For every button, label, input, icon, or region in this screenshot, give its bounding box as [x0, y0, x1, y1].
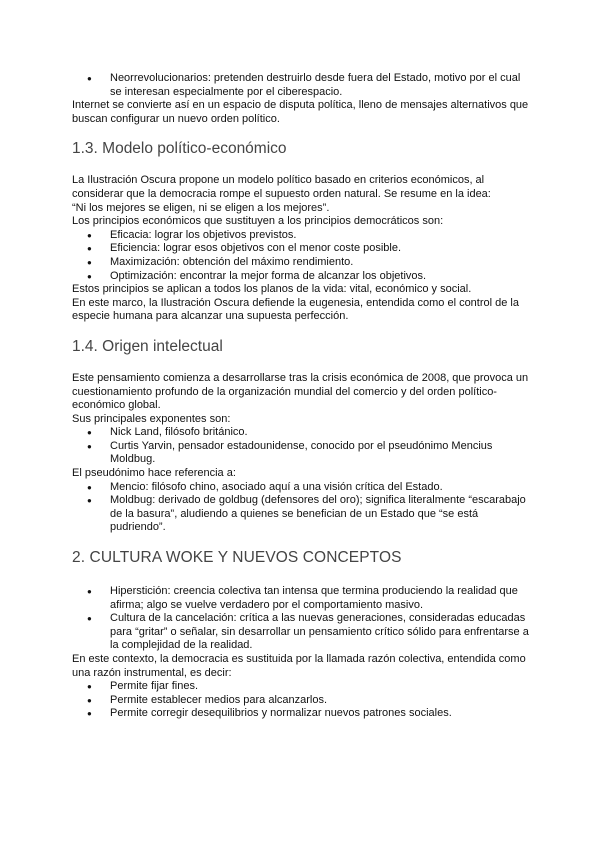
list-item: ● Permite establecer medios para alcanzarlos.	[72, 694, 532, 708]
reason-list	[72, 680, 532, 721]
paragraph: Estos principios se aplican a todos los planos de la vida: vital, económico y social.	[72, 283, 472, 296]
paragraph: La Ilustración Oscura propone un modelo político basado en criterios económicos, al considerar que la democracia rompe el supuesto orden natural. Se resume en la idea:	[72, 174, 491, 200]
list-item: ● Permite fijar fines.	[72, 680, 532, 694]
principles-list	[72, 229, 532, 283]
concepts-list	[72, 585, 532, 653]
list-item: ● Moldbug: derivado de goldbug (defensores del oro); significa literalmente “escarabajo de la basura”, aludiendo a quienes se benefician de un Estado que “se está pudriendo”.	[72, 494, 532, 535]
quote: “Ni los mejores se eligen, ni se eligen a los mejores”.	[72, 201, 330, 214]
paragraph: El pseudónimo hace referencia a:	[72, 467, 236, 480]
list-item: ● Nick Land, filósofo británico.	[72, 426, 532, 440]
pseudonym-list	[72, 481, 532, 535]
list-item: ● Neorrevolucionarios: pretenden destruirlo desde fuera del Estado, motivo por el cual se interesan especialmente por el ciberespacio.	[72, 72, 532, 99]
list-item: ● Curtis Yarvin, pensador estadounidense, conocido por el pseudónimo Mencius Moldbug.	[72, 440, 532, 467]
list-item: ● Eficiencia: lograr esos objetivos con el menor coste posible.	[72, 242, 532, 256]
list-item: ● Cultura de la cancelación: crítica a las nuevas generaciones, consideradas educadas para “gritar” o señalar, sin desarrollar un pensamiento crítico sólido para enfrentarse a la complejidad de la realidad.	[72, 612, 532, 653]
document-content	[72, 72, 532, 721]
list-item: ● Mencio: filósofo chino, asociado aquí a una visión crítica del Estado.	[72, 481, 532, 495]
list-item: ● Optimización: encontrar la mejor forma de alcanzar los objetivos.	[72, 270, 532, 284]
intro-bullet-list	[72, 72, 532, 99]
list-item: ● Maximización: obtención del máximo rendimiento.	[72, 256, 532, 270]
section-heading-1-4: 1.4. Origen intelectual	[72, 337, 223, 355]
list-item: ● Permite corregir desequilibrios y normalizar nuevos patrones sociales.	[72, 707, 532, 721]
list-item: ● Hiperstición: creencia colectiva tan intensa que termina produciendo la realidad que afirma; algo se vuelve verdadero por el comportamiento masivo.	[72, 585, 532, 612]
paragraph: Internet se convierte así en un espacio de disputa política, lleno de mensajes alternativos que buscan configurar un nuevo orden político.	[72, 99, 529, 125]
section-heading-1-3: 1.3. Modelo político-económico	[72, 140, 287, 158]
paragraph: Este pensamiento comienza a desarrollarse tras la crisis económica de 2008, que provoca un cuestionamiento profundo de la organización mundial del comercio y del orden político-económico global.	[72, 371, 529, 412]
section-heading-2: 2. CULTURA WOKE Y NUEVOS CONCEPTOS	[72, 549, 402, 567]
exponents-list	[72, 426, 532, 467]
paragraph: En este marco, la Ilustración Oscura defiende la eugenesia, entendida como el control de la especie humana para alcanzar una supuesta perfección.	[72, 296, 519, 323]
paragraph: Los principios económicos que sustituyen a los principios democráticos son:	[72, 215, 444, 228]
list-item: ● Eficacia: lograr los objetivos previstos.	[72, 229, 532, 243]
paragraph: Sus principales exponentes son:	[72, 412, 231, 425]
paragraph: En este contexto, la democracia es sustituida por la llamada razón colectiva, entendida como una razón instrumental, es decir:	[72, 653, 526, 679]
